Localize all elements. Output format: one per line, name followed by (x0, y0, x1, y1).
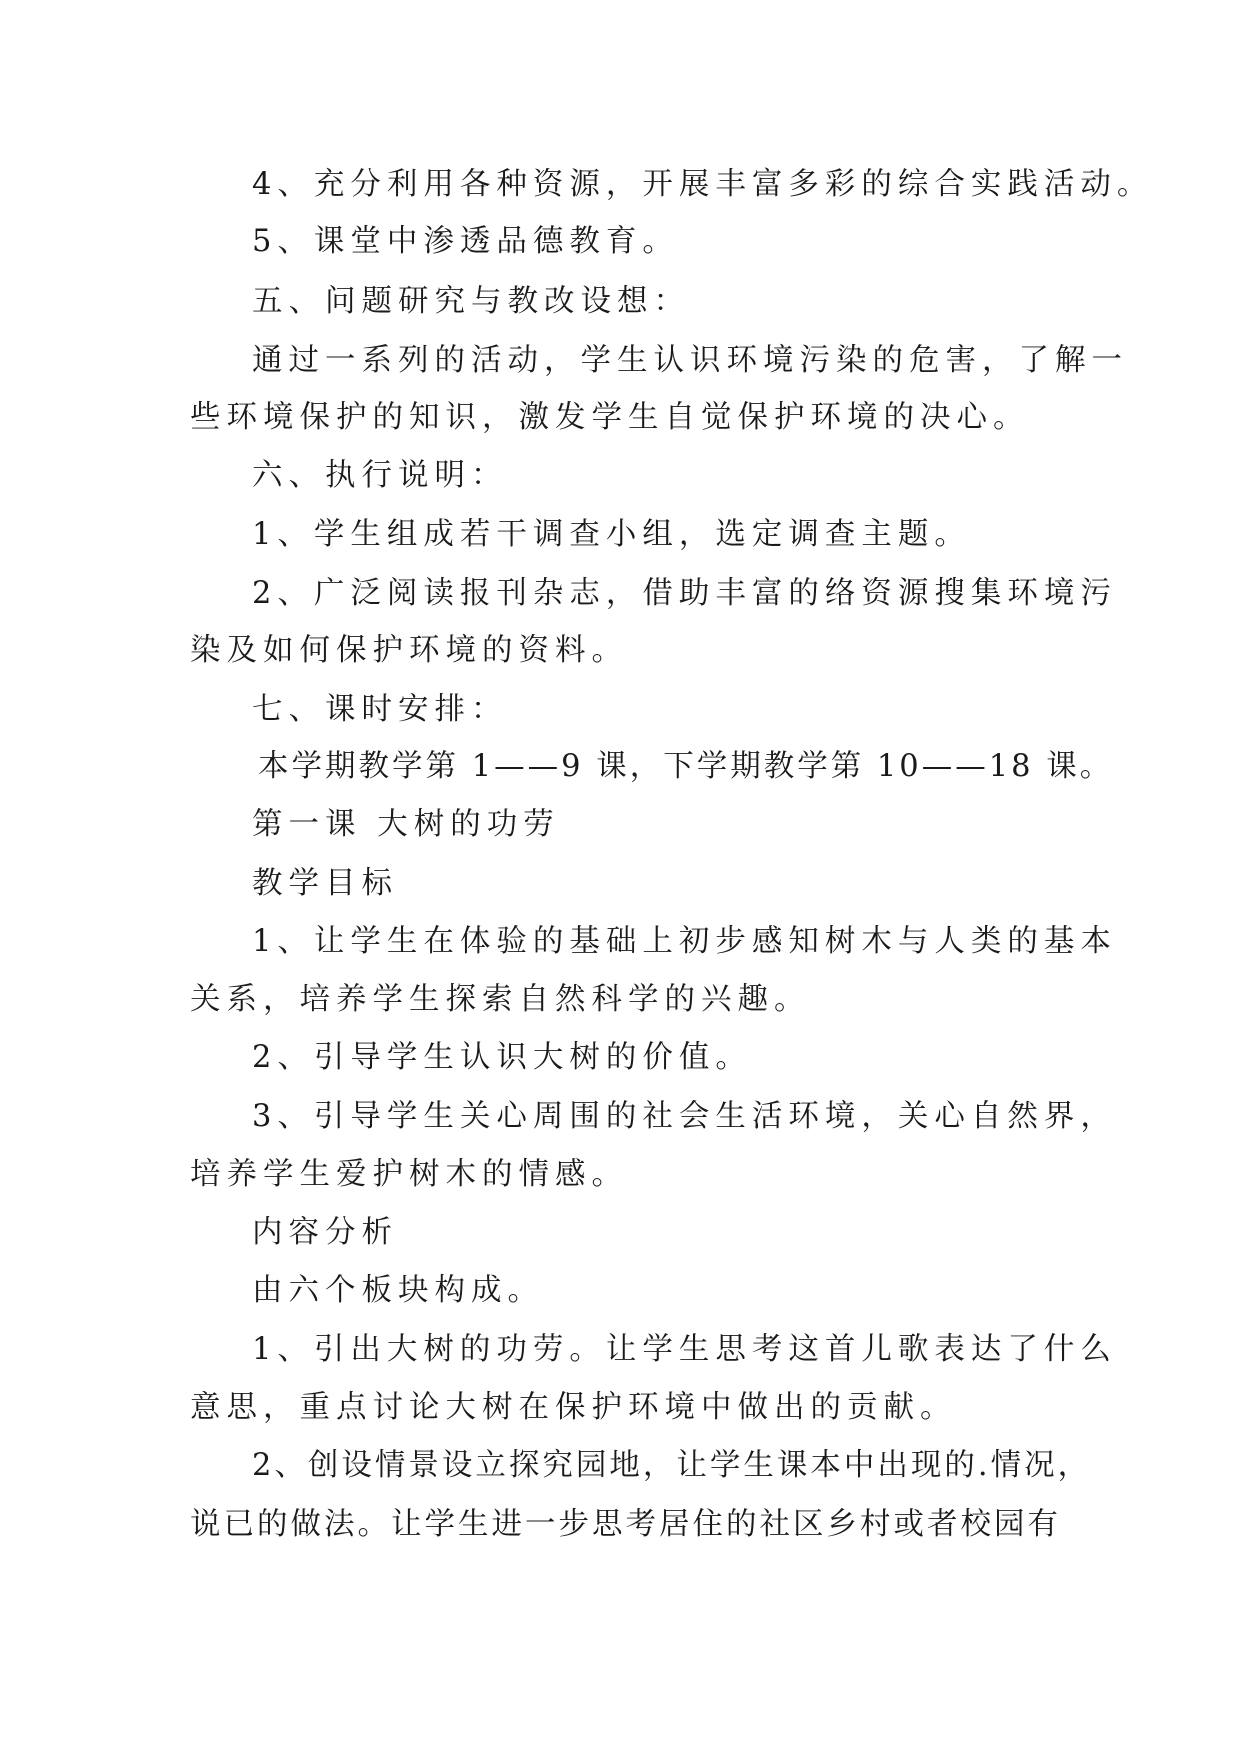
subheading: 教学目标 (252, 866, 398, 901)
text-line: 1、让学生在体验的基础上初步感知树木与人类的基本 (252, 924, 1117, 959)
text-line: 3、引导学生关心周围的社会生活环境，关心自然界， (252, 1099, 1117, 1134)
text-line: 5、课堂中渗透品德教育。 (252, 224, 679, 259)
text-line: 4、充分利用各种资源，开展丰富多彩的综合实践活动。 (252, 167, 1154, 202)
subheading: 内容分析 (252, 1215, 398, 1250)
text-line: 2、引导学生认识大树的价值。 (252, 1040, 752, 1075)
text-line: 2、广泛阅读报刊杂志，借助丰富的络资源搜集环境污 (252, 576, 1117, 611)
text-line: 本学期教学第 1——9 课，下学期教学第 10——18 课。 (258, 749, 1114, 784)
text-line: 关系，培养学生探索自然科学的兴趣。 (190, 982, 811, 1017)
text-line: 培养学生爱护树木的情感。 (190, 1157, 628, 1192)
text-line: 1、学生组成若干调查小组，选定调查主题。 (252, 517, 971, 552)
text-line: 染及如何保护环境的资料。 (190, 633, 628, 668)
section-heading: 七、课时安排： (252, 692, 508, 727)
text-line: 由六个板块构成。 (252, 1273, 544, 1308)
text-line: 意思，重点讨论大树在保护环境中做出的贡献。 (190, 1390, 957, 1425)
lesson-title: 第一课 大树的功劳 (252, 807, 560, 842)
text-line: 些环境保护的知识，激发学生自觉保护环境的决心。 (190, 400, 1030, 435)
section-heading: 五、问题研究与教改设想： (252, 284, 690, 319)
text-line: 1、引出大树的功劳。让学生思考这首儿歌表达了什么 (252, 1332, 1117, 1367)
text-line: 通过一系列的活动，学生认识环境污染的危害，了解一 (252, 343, 1128, 378)
section-heading: 六、执行说明： (252, 458, 508, 493)
text-line: 2、创设情景设立探究园地，让学生课本中出现的.情况， (252, 1448, 1092, 1483)
text-line: 说已的做法。让学生进一步思考居住的社区乡村或者校园有 (190, 1507, 1061, 1542)
